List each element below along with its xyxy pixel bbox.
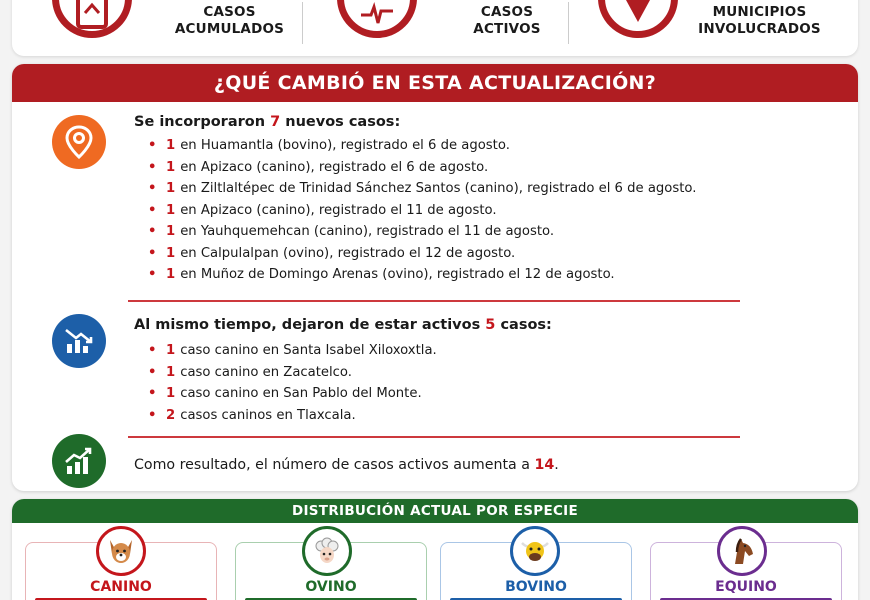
stat-municipalities-label: MUNICIPIOS INVOLUCRADOS xyxy=(698,4,821,37)
chart-up-icon xyxy=(52,434,106,488)
list-item: • 1 caso canino en Zacatelco. xyxy=(148,364,352,380)
location-pin-icon xyxy=(52,115,106,169)
stats-card xyxy=(12,0,858,56)
list-item: • 2 casos caninos en Tlaxcala. xyxy=(148,407,356,423)
chart-down-icon xyxy=(52,314,106,368)
divider xyxy=(568,2,569,44)
divider xyxy=(128,300,740,302)
species-equino-name: EQUINO xyxy=(715,579,777,595)
new-cases-title: Se incorporaron 7 nuevos casos: xyxy=(134,114,401,130)
horse-icon xyxy=(717,526,767,576)
dog-icon xyxy=(96,526,146,576)
list-item: • 1 caso canino en Santa Isabel Xiloxoxtla. xyxy=(148,343,437,358)
list-item: • 1 en Apizaco (canino), registrado el 6 de agosto. xyxy=(148,159,489,175)
result-text: Como resultado, el número de casos activos aumenta a 14. xyxy=(134,457,559,473)
divider xyxy=(128,436,740,438)
species-bovino-name: BOVINO xyxy=(505,579,567,595)
species-ovino-name: OVINO xyxy=(305,579,357,595)
inactive-list xyxy=(148,340,437,426)
cow-icon xyxy=(510,526,560,576)
sheep-icon xyxy=(302,526,352,576)
species-card xyxy=(12,499,858,600)
list-item: • 1 en Calpulalpan (ovino), registrado el 12 de agosto. xyxy=(148,245,516,261)
clipboard-icon xyxy=(72,0,112,31)
inactive-title: Al mismo tiempo, dejaron de estar activos 5 casos: xyxy=(134,317,552,333)
species-canino-name: CANINO xyxy=(90,579,152,595)
list-item: • 1 caso canino en San Pablo del Monte. xyxy=(148,386,422,401)
stat-accumulated-label: CASOS ACUMULADOS xyxy=(174,4,285,37)
species-header: DISTRIBUCIÓN ACTUAL POR ESPECIE xyxy=(12,499,858,523)
stat-active-circle xyxy=(337,0,417,38)
stat-accumulated-circle xyxy=(52,0,132,38)
list-item: • 1 en Muñoz de Domingo Arenas (ovino), registrado el 12 de agosto. xyxy=(148,267,615,282)
changes-card xyxy=(12,64,858,491)
list-item: • 1 en Huamantla (bovino), registrado el 6 de agosto. xyxy=(148,138,510,153)
map-pin-icon xyxy=(618,0,658,30)
changes-header: ¿QUÉ CAMBIÓ EN ESTA ACTUALIZACIÓN? xyxy=(12,64,858,102)
list-item: • 1 en Ziltlaltépec de Trinidad Sánchez Santos (canino), registrado el 6 de agosto. xyxy=(148,181,697,196)
list-item: • 1 en Apizaco (canino), registrado el 11 de agosto. xyxy=(148,202,497,218)
stat-active-label: CASOS ACTIVOS xyxy=(473,4,541,37)
heartbeat-icon xyxy=(357,0,397,31)
new-cases-list xyxy=(148,135,696,286)
list-item: • 1 en Yauhquemehcan (canino), registrado el 11 de agosto. xyxy=(148,224,555,239)
divider xyxy=(302,2,303,44)
stat-municipalities-circle xyxy=(598,0,678,38)
